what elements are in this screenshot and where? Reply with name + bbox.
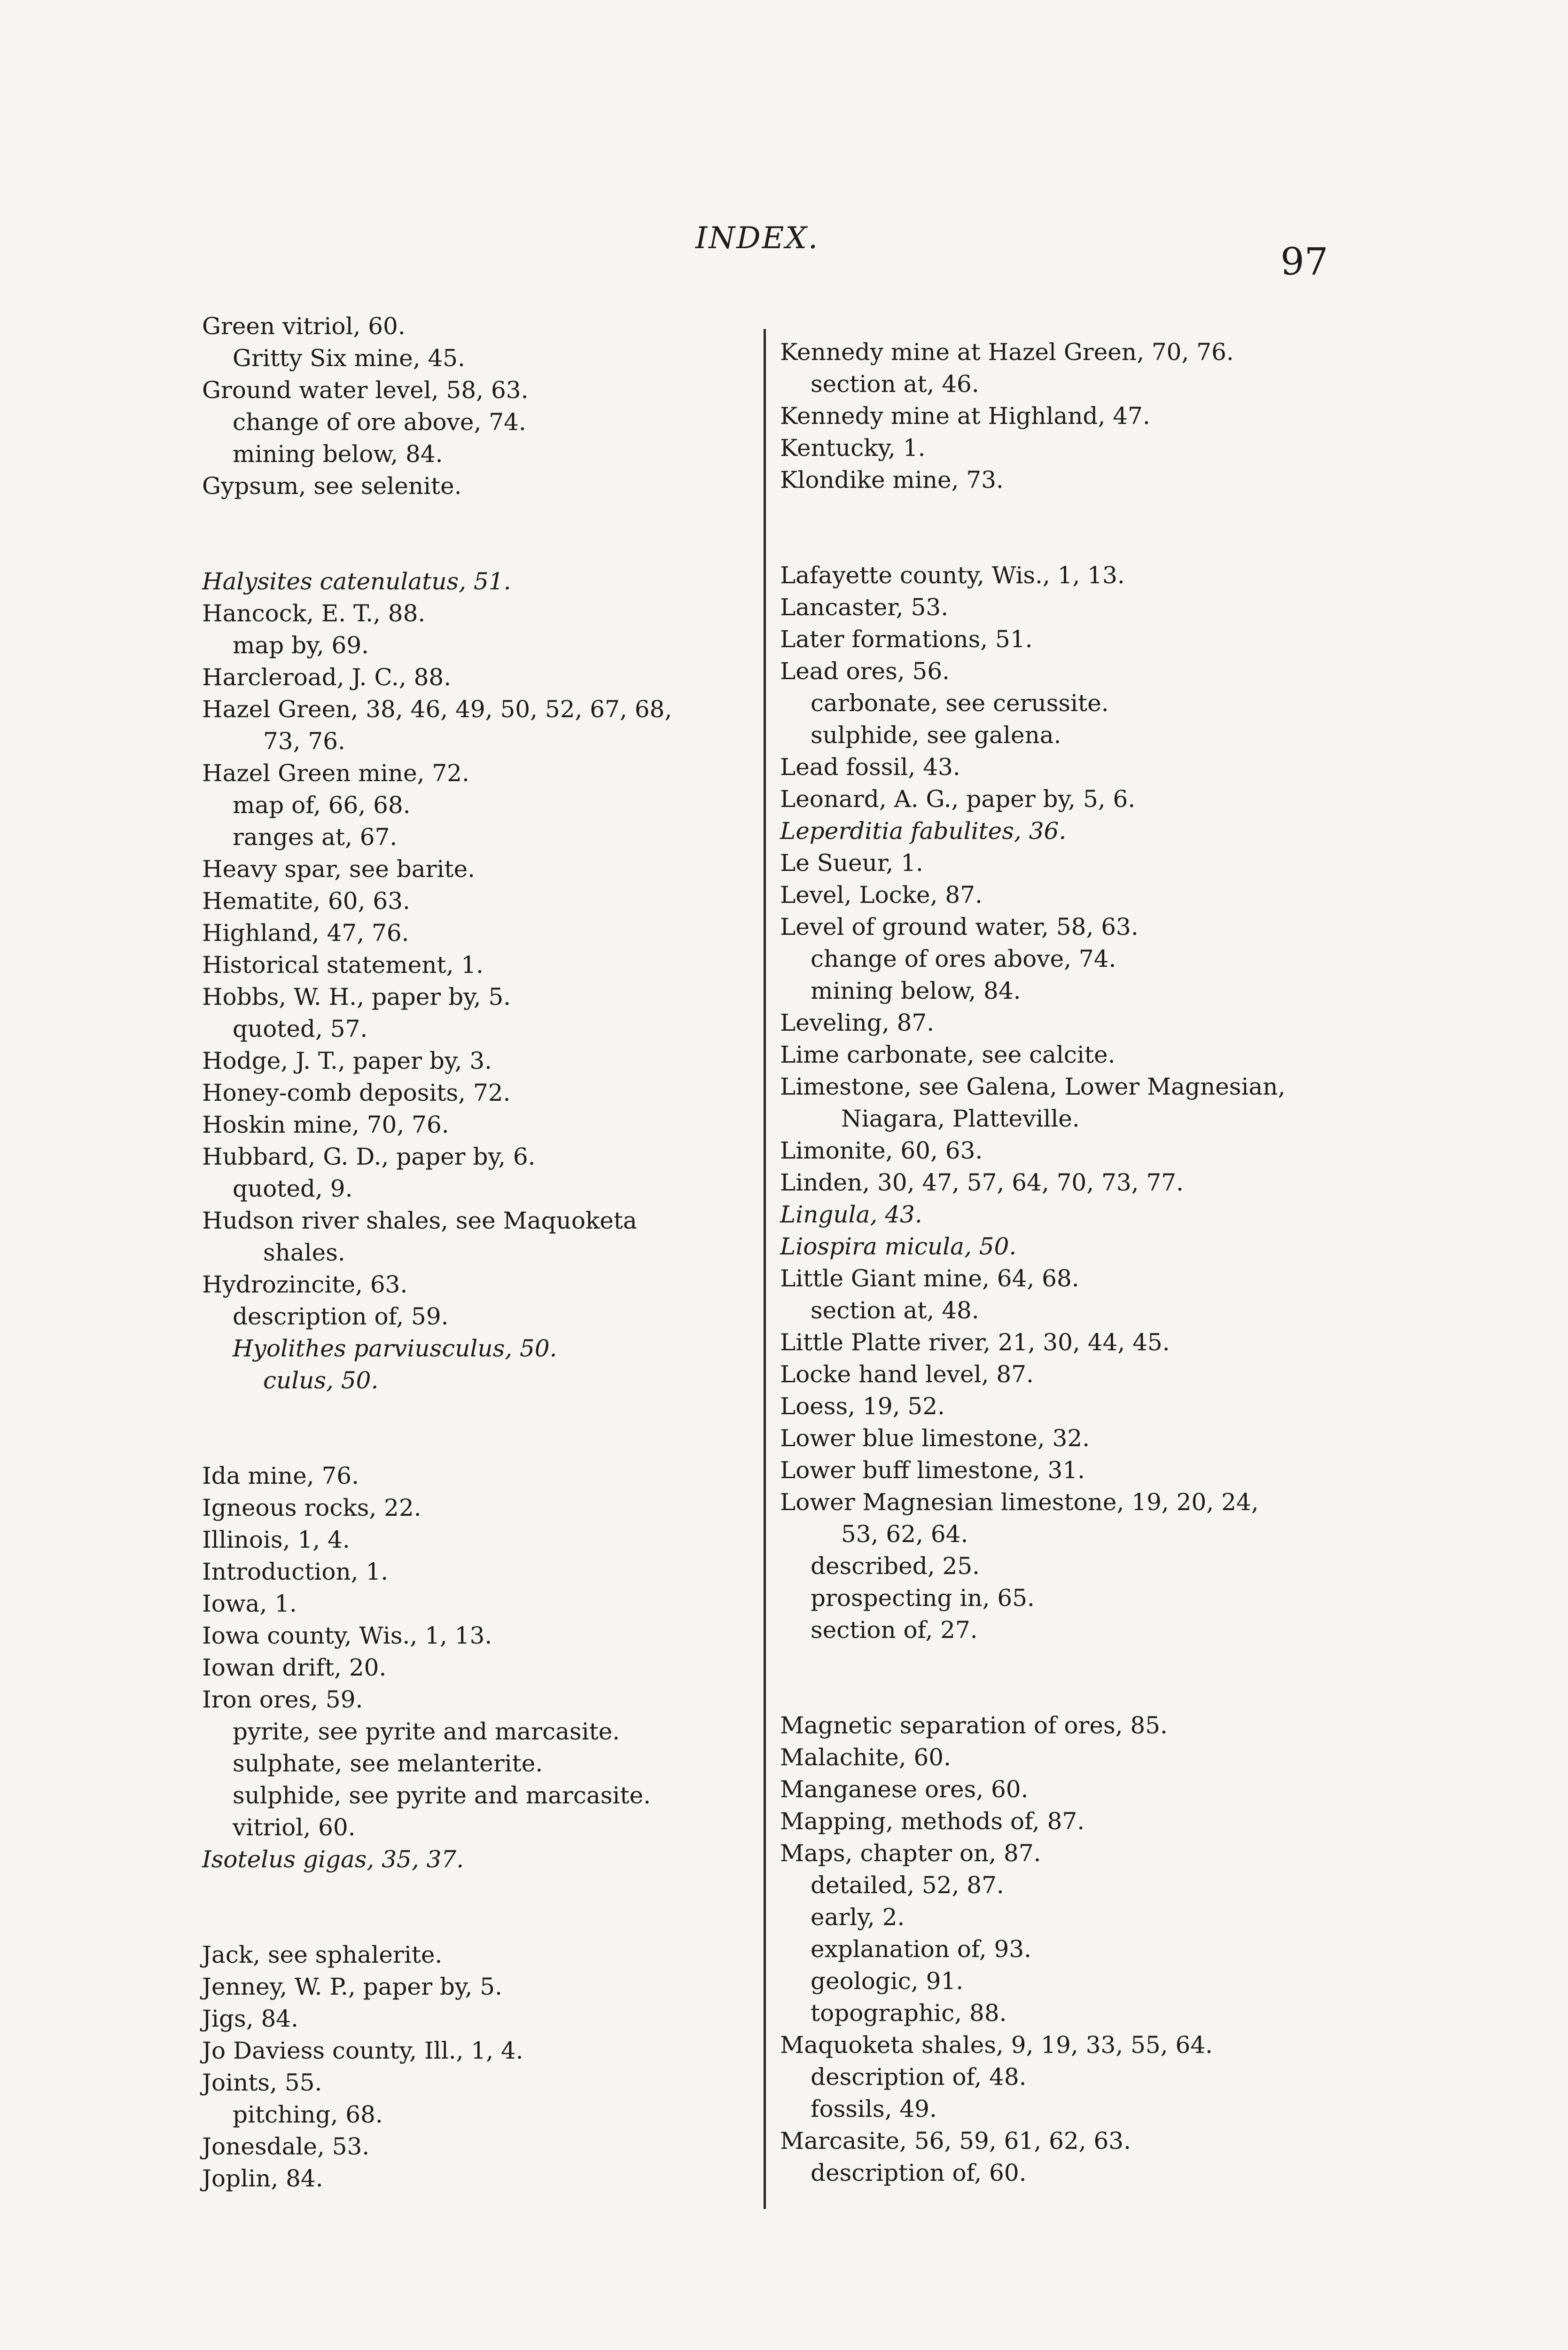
index-entry (780, 1039, 1391, 1071)
index-entry (780, 464, 1391, 496)
index-subentry (202, 821, 813, 853)
index-entry (780, 847, 1391, 879)
entry-text: section of, 27. (811, 1616, 978, 1644)
index-column-right (780, 336, 1391, 2189)
letter-group (202, 565, 813, 1396)
index-entry (202, 949, 813, 981)
index-subentry (202, 629, 813, 661)
letter-group-gap (202, 1396, 813, 1460)
index-subentry (780, 975, 1391, 1007)
entry-text: early, 2. (811, 1904, 905, 1931)
entry-text: Hazel Green mine, 72. (202, 760, 469, 787)
entry-text: Locke hand level, 87. (780, 1361, 1034, 1388)
index-subentry (202, 1747, 813, 1779)
entry-text: Loess, 19, 52. (780, 1393, 945, 1420)
index-entry (202, 2131, 813, 2162)
entry-text: Lime carbonate, see calcite. (780, 1041, 1116, 1068)
index-entry (780, 1486, 1391, 1550)
index-entry (780, 623, 1391, 655)
index-subentry (780, 1550, 1391, 1582)
index-subentry (202, 1811, 813, 1843)
entry-text: Gritty Six mine, 45. (233, 345, 465, 372)
index-subentry (780, 2093, 1391, 2125)
index-entry (202, 981, 813, 1013)
index-entry (780, 1358, 1391, 1390)
index-subentry (780, 1582, 1391, 1614)
entry-text: Liospira micula, 50. (780, 1233, 1017, 1260)
entry-continuation: Niagara, Platteville. (841, 1105, 1080, 1132)
index-entry (780, 2125, 1391, 2157)
index-entry (202, 1492, 813, 1524)
page-number: 97 (1280, 240, 1328, 283)
index-subentry (780, 1997, 1391, 2029)
index-entry (780, 1805, 1391, 1837)
index-entry (780, 1071, 1391, 1135)
index-entry (202, 1524, 813, 1556)
letter-group-gap (202, 1875, 813, 1939)
index-entry (202, 1205, 813, 1269)
index-entry (202, 1141, 813, 1173)
index-entry (202, 1652, 813, 1684)
entry-text: Lower blue limestone, 32. (780, 1425, 1090, 1452)
entry-text: Manganese ores, 60. (780, 1776, 1029, 1803)
entry-text: Hodge, J. T., paper by, 3. (202, 1047, 492, 1074)
index-entry (780, 1262, 1391, 1294)
entry-text: map of, 66, 68. (233, 791, 411, 819)
entry-text: Limonite, 60, 63. (780, 1137, 983, 1164)
index-entry (780, 1167, 1391, 1198)
entry-text: Iowa county, Wis., 1, 13. (202, 1622, 492, 1649)
letter-group-gap (780, 1646, 1391, 1709)
index-entry (780, 1709, 1391, 1741)
index-entry (780, 1007, 1391, 1039)
entry-text: Lead ores, 56. (780, 658, 950, 685)
entry-text: Hydrozincite, 63. (202, 1271, 408, 1298)
entry-text: change of ores above, 74. (811, 945, 1116, 972)
entry-text: Joints, 55. (202, 2069, 322, 2096)
index-entry (202, 1045, 813, 1077)
index-subentry (780, 2157, 1391, 2189)
index-entry (202, 1556, 813, 1588)
index-subentry (202, 2099, 813, 2131)
index-entry (202, 917, 813, 949)
entry-text: change of ore above, 74. (233, 408, 526, 436)
index-entry (780, 911, 1391, 943)
index-column-left (202, 310, 813, 2194)
index-entry (202, 2035, 813, 2067)
index-subentry (202, 1779, 813, 1811)
entry-text: Magnetic separation of ores, 85. (780, 1712, 1168, 1739)
entry-text: Lead fossil, 43. (780, 753, 960, 781)
entry-text: Historical statement, 1. (202, 951, 484, 979)
index-subentry (202, 1173, 813, 1205)
letter-group (202, 1939, 813, 2194)
entry-text: Limestone, see Galena, Lower Magnesian, (780, 1073, 1286, 1100)
entry-text: Joplin, 84. (202, 2165, 323, 2192)
entry-text: Hyolithes parviusculus, 50. (233, 1335, 557, 1362)
entry-text: Maquoketa shales, 9, 19, 33, 55, 64. (780, 2031, 1213, 2059)
index-subentry (202, 406, 813, 438)
entry-text: Green vitriol, 60. (202, 313, 406, 340)
entry-text: description of, 60. (811, 2159, 1027, 2186)
entry-text: carbonate, see cerussite. (811, 689, 1109, 717)
column-divider (764, 329, 766, 2209)
entry-text: Igneous rocks, 22. (202, 1494, 421, 1521)
index-entry (780, 1422, 1391, 1454)
index-entry (202, 1460, 813, 1492)
entry-text: explanation of, 93. (811, 1935, 1032, 1963)
entry-text: Gypsum, see selenite. (202, 472, 462, 500)
entry-text: Marcasite, 56, 59, 61, 62, 63. (780, 2127, 1131, 2154)
letter-group-gap (202, 502, 813, 565)
entry-text: fossils, 49. (811, 2095, 937, 2123)
index-entry (202, 1843, 813, 1875)
index-entry (202, 693, 813, 757)
entry-text: Jenney, W. P., paper by, 5. (202, 1973, 502, 2000)
entry-text: map by, 69. (233, 632, 369, 659)
entry-text: Kentucky, 1. (780, 434, 926, 462)
entry-text: culus, 50. (263, 1367, 379, 1394)
index-entry (780, 559, 1391, 591)
index-subentry (780, 719, 1391, 751)
entry-text: Lower Magnesian limestone, 19, 20, 24, (780, 1488, 1259, 1516)
index-subentry (780, 1965, 1391, 1997)
entry-text: Lancaster, 53. (780, 594, 949, 621)
index-entry (780, 1390, 1391, 1422)
entry-text: geologic, 91. (811, 1967, 964, 1995)
index-subentry (202, 438, 813, 470)
entry-text: Jo Daviess county, Ill., 1, 4. (202, 2037, 523, 2064)
entry-text: Halysites catenulatus, 51. (202, 568, 511, 595)
entry-continuation: 53, 62, 64. (841, 1520, 968, 1548)
entry-text: Little Giant mine, 64, 68. (780, 1265, 1079, 1292)
index-entry (202, 1971, 813, 2003)
index-subentry (202, 1300, 813, 1332)
entry-text: Lafayette county, Wis., 1, 13. (780, 562, 1125, 589)
entry-text: mining below, 84. (233, 440, 443, 468)
index-entry (202, 470, 813, 502)
running-head: INDEX. (695, 221, 819, 256)
index-entry (780, 2029, 1391, 2061)
index-subentry (780, 1933, 1391, 1965)
entry-text: Hobbs, W. H., paper by, 5. (202, 983, 511, 1010)
index-entry (202, 597, 813, 629)
entry-text: section at, 46. (811, 370, 979, 398)
entry-text: Illinois, 1, 4. (202, 1526, 350, 1553)
entry-text: pyrite, see pyrite and marcasite. (233, 1718, 620, 1745)
entry-text: Leperditia fabulites, 36. (780, 817, 1067, 845)
entry-text: Level of ground water, 58, 63. (780, 913, 1139, 940)
entry-text: Le Sueur, 1. (780, 849, 923, 877)
letter-group (780, 336, 1391, 496)
entry-text: Klondike mine, 73. (780, 466, 1004, 494)
index-entry (202, 2003, 813, 2035)
entry-text: pitching, 68. (233, 2101, 383, 2128)
index-entry (202, 2162, 813, 2194)
index-entry (780, 879, 1391, 911)
index-subentry (780, 368, 1391, 400)
index-entry (202, 661, 813, 693)
entry-text: sulphide, see galena. (811, 721, 1061, 749)
index-subentry (202, 1332, 813, 1364)
index-entry (780, 655, 1391, 687)
index-subentry (780, 1901, 1391, 1933)
index-entry (202, 1588, 813, 1620)
index-subentry (780, 1294, 1391, 1326)
entry-text: prospecting in, 65. (811, 1584, 1035, 1612)
entry-text: Jigs, 84. (202, 2005, 299, 2032)
index-entry (202, 310, 813, 342)
index-entry (202, 1109, 813, 1141)
entry-text: Introduction, 1. (202, 1558, 389, 1585)
entry-continuation: 73, 76. (263, 728, 345, 755)
entry-text: Hematite, 60, 63. (202, 887, 410, 915)
index-entry (780, 591, 1391, 623)
index-subentry (780, 687, 1391, 719)
entry-text: described, 25. (811, 1552, 980, 1580)
entry-text: quoted, 57. (233, 1015, 368, 1042)
index-entry (780, 1773, 1391, 1805)
index-subentry (780, 1869, 1391, 1901)
entry-text: Leonard, A. G., paper by, 5, 6. (780, 785, 1136, 813)
entry-text: Hazel Green, 38, 46, 49, 50, 52, 67, 68, (202, 696, 672, 723)
entry-text: Little Platte river, 21, 30, 44, 45. (780, 1329, 1170, 1356)
index-entry (780, 1198, 1391, 1230)
index-entry (780, 1326, 1391, 1358)
entry-text: Later formations, 51. (780, 626, 1033, 653)
entry-text: Jonesdale, 53. (202, 2133, 370, 2160)
entry-text: Hudson river shales, see Maquoketa (202, 1207, 637, 1234)
entry-text: Lingula, 43. (780, 1201, 922, 1228)
entry-text: Level, Locke, 87. (780, 881, 983, 909)
entry-text: Iowan drift, 20. (202, 1654, 387, 1681)
index-subentry (780, 1614, 1391, 1646)
entry-text: mining below, 84. (811, 977, 1021, 1004)
index-entry (780, 783, 1391, 815)
entry-text: Ground water level, 58, 63. (202, 376, 529, 404)
entry-text: description of, 48. (811, 2063, 1027, 2091)
index-entry (780, 1837, 1391, 1869)
entry-text: ranges at, 67. (233, 823, 398, 851)
entry-text: Hancock, E. T., 88. (202, 600, 426, 627)
entry-text: Hubbard, G. D., paper by, 6. (202, 1143, 536, 1170)
index-entry (202, 1620, 813, 1652)
entry-text: vitriol, 60. (233, 1814, 356, 1841)
letter-group (780, 1709, 1391, 2189)
entry-text: Iron ores, 59. (202, 1686, 363, 1713)
entry-text: quoted, 9. (233, 1175, 353, 1202)
index-entry (780, 751, 1391, 783)
entry-text: topographic, 88. (811, 1999, 1007, 2027)
index-entry (780, 400, 1391, 432)
index-subentry (780, 2061, 1391, 2093)
index-entry (780, 432, 1391, 464)
index-subentry (202, 342, 813, 374)
index-subentry (202, 1013, 813, 1045)
index-subentry (780, 943, 1391, 975)
entry-text: Lower buff limestone, 31. (780, 1457, 1085, 1484)
index-entry (780, 1454, 1391, 1486)
entry-text: detailed, 52, 87. (811, 1872, 1004, 1899)
entry-text: Iowa, 1. (202, 1590, 297, 1617)
letter-group (780, 559, 1391, 1646)
entry-text: section at, 48. (811, 1297, 979, 1324)
letter-group-gap (780, 496, 1391, 559)
index-entry (780, 1230, 1391, 1262)
entry-text: Jack, see sphalerite. (202, 1941, 443, 1968)
entry-text: Leveling, 87. (780, 1009, 935, 1036)
entry-text: Honey-comb deposits, 72. (202, 1079, 511, 1106)
index-entry (202, 885, 813, 917)
index-entry (202, 2067, 813, 2099)
entry-text: Hoskin mine, 70, 76. (202, 1111, 449, 1138)
letter-group (202, 310, 813, 502)
entry-text: Heavy spar, see barite. (202, 855, 476, 883)
index-entry (780, 336, 1391, 368)
entry-text: Kennedy mine at Hazel Green, 70, 76. (780, 338, 1234, 366)
letter-group (202, 1460, 813, 1875)
entry-text: Mapping, methods of, 87. (780, 1808, 1085, 1835)
entry-continuation: shales. (263, 1239, 345, 1266)
entry-text: Highland, 47, 76. (202, 919, 409, 947)
entry-text: Linden, 30, 47, 57, 64, 70, 73, 77. (780, 1169, 1184, 1196)
entry-text: Ida mine, 76. (202, 1462, 359, 1489)
entry-text: description of, 59. (233, 1303, 449, 1330)
index-entry (202, 1684, 813, 1716)
index-entry (202, 1939, 813, 1971)
index-entry (202, 1077, 813, 1109)
index-entry (780, 1741, 1391, 1773)
index-subentry (202, 789, 813, 821)
index-subentry (202, 1364, 813, 1396)
index-subentry (202, 1716, 813, 1747)
entry-text: Kennedy mine at Highland, 47. (780, 402, 1150, 430)
entry-text: sulphate, see melanterite. (233, 1750, 543, 1777)
index-entry (780, 815, 1391, 847)
entry-text: Isotelus gigas, 35, 37. (202, 1846, 464, 1873)
index-entry (202, 757, 813, 789)
index-entry (202, 374, 813, 406)
entry-text: sulphide, see pyrite and marcasite. (233, 1782, 651, 1809)
entry-text: Malachite, 60. (780, 1744, 951, 1771)
index-entry (202, 1269, 813, 1300)
index-entry (202, 853, 813, 885)
index-entry (780, 1135, 1391, 1167)
entry-text: Maps, chapter on, 87. (780, 1840, 1041, 1867)
entry-text: Harcleroad, J. C., 88. (202, 664, 452, 691)
index-entry (202, 565, 813, 597)
